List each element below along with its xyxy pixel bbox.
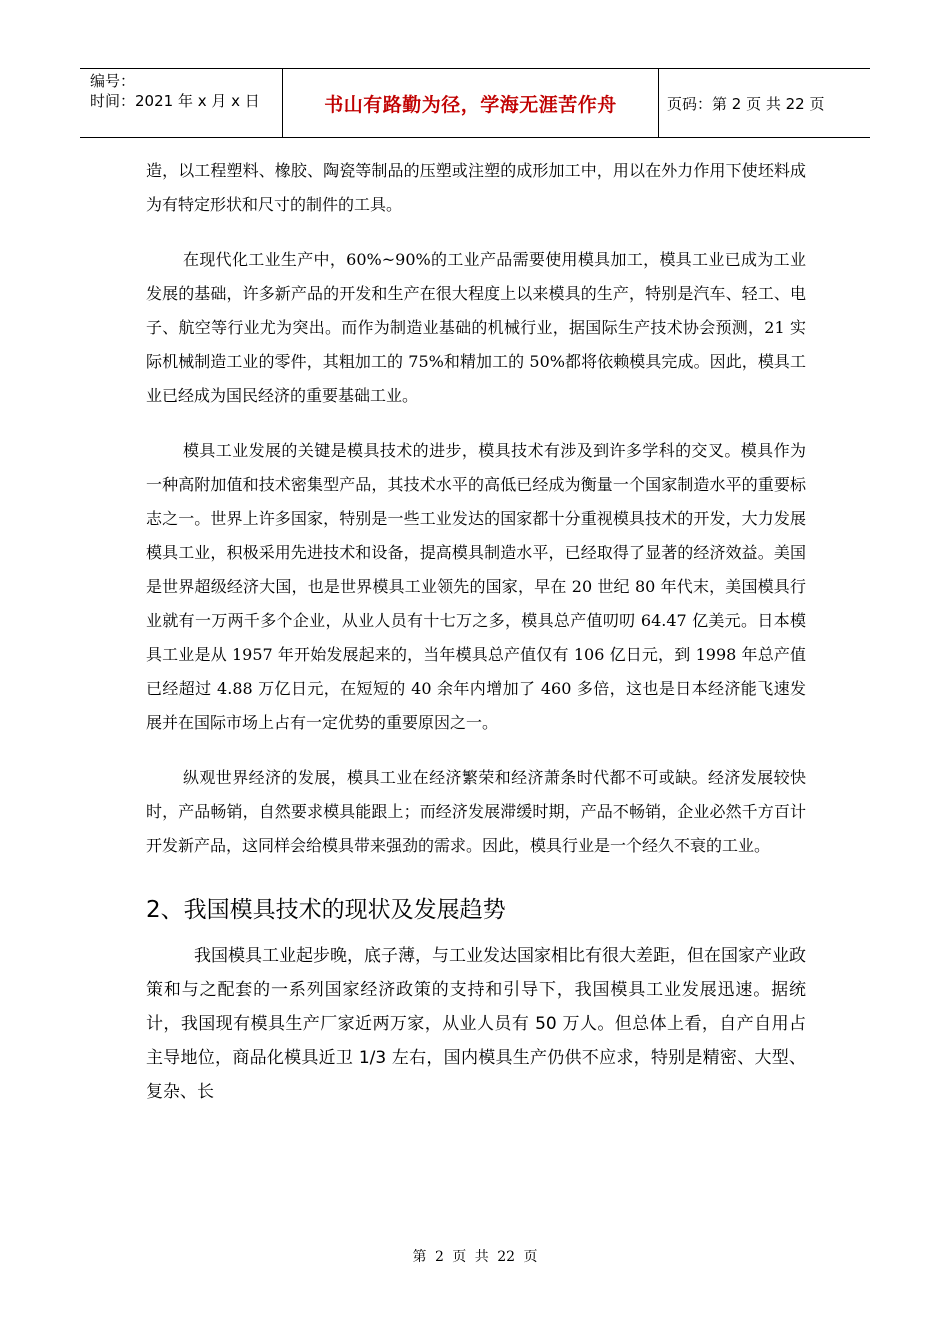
- paragraph-4: 纵观世界经济的发展，模具工业在经济繁荣和经济萧条时代都不可或缺。经济发展较快时，产品畅销，自然要求模具能跟上；而经济发展滞缓时期，产品不畅销，企业必然千方百计开发新产品，这同样会给模具带来强劲的需求。因此，模具行业是一个经久不衰的工业。: [146, 768, 806, 855]
- paragraph-1: 造，以工程塑料、橡胶、陶瓷等制品的压塑或注塑的成形加工中，用以在外力作用下使坯料成为有特定形状和尺寸的制件的工具。: [146, 161, 806, 214]
- page-info: 页码：第 2 页 共 22 页: [667, 94, 825, 113]
- paragraph-5: 我国模具工业起步晚，底子薄，与工业发达国家相比有很大差距，但在国家产业政策和与之配套的一系列国家经济政策的支持和引导下，我国模具工业发展迅速。据统计，我国现有模具生产厂家近两万家，从业人员有 50 万人。但总体上看，自产自用占主导地位，商品化模具近卫 1/3 左右，国内模具生产仍供不应求，特别是精密、大型、复杂、长: [146, 946, 806, 1102]
- motto-text: 书山有路勤为径，学海无涯苦作舟: [324, 93, 617, 116]
- header-motto-cell: [283, 69, 659, 137]
- header-table: [80, 68, 870, 138]
- header-meta-cell: [80, 69, 283, 137]
- number-label: 编号：: [90, 72, 136, 90]
- paragraph-2: 在现代化工业生产中，60%~90%的工业产品需要使用模具加工，模具工业已成为工业发展的基础，许多新产品的开发和生产在很大程度上以来模具的生产，特别是汽车、轻工、电子、航空等行业尤为突出。而作为制造业基础的机械行业，据国际生产技术协会预测，21 实际机械制造工业的零件，其粗加工的 75%和精加工的 50%都将依赖模具完成。因此，模具工业已经成为国民经济的重要基础工业。: [146, 250, 806, 405]
- section-heading: 2、我国模具技术的现状及发展趋势: [146, 897, 506, 923]
- header-page-cell: [659, 69, 870, 137]
- paragraph-3: 模具工业发展的关键是模具技术的进步，模具技术有涉及到许多学科的交叉。模具作为一种高附加值和技术密集型产品，其技术水平的高低已经成为衡量一个国家制造水平的重要标志之一。世界上许多国家，特别是一些工业发达的国家都十分重视模具技术的开发，大力发展模具工业，积极采用先进技术和设备，提高模具制造水平，已经取得了显著的经济效益。美国是世界超级经济大国，也是世界模具工业领先的国家，早在 20 世纪 80 年代末，美国模具行业就有一万两千多个企业，从业人员有十七万之多，模具总产值叨叨 64.47 亿美元。日本模具工业是从 1957 年开始发展起来的，当年模具总产值仅有 106 亿日元，到 1998 年总产值已经超过 4.88 万亿日元，在短短的 40 余年内增加了 460 多倍，这也是日本经济能飞速发展并在国际市场上占有一定优势的重要原因之一。: [146, 441, 806, 732]
- document-body: [146, 154, 806, 1109]
- page-footer: 第 2 页 共 22 页: [412, 1249, 538, 1265]
- date-line: 时间：2021 年 x 月 x 日: [90, 92, 260, 110]
